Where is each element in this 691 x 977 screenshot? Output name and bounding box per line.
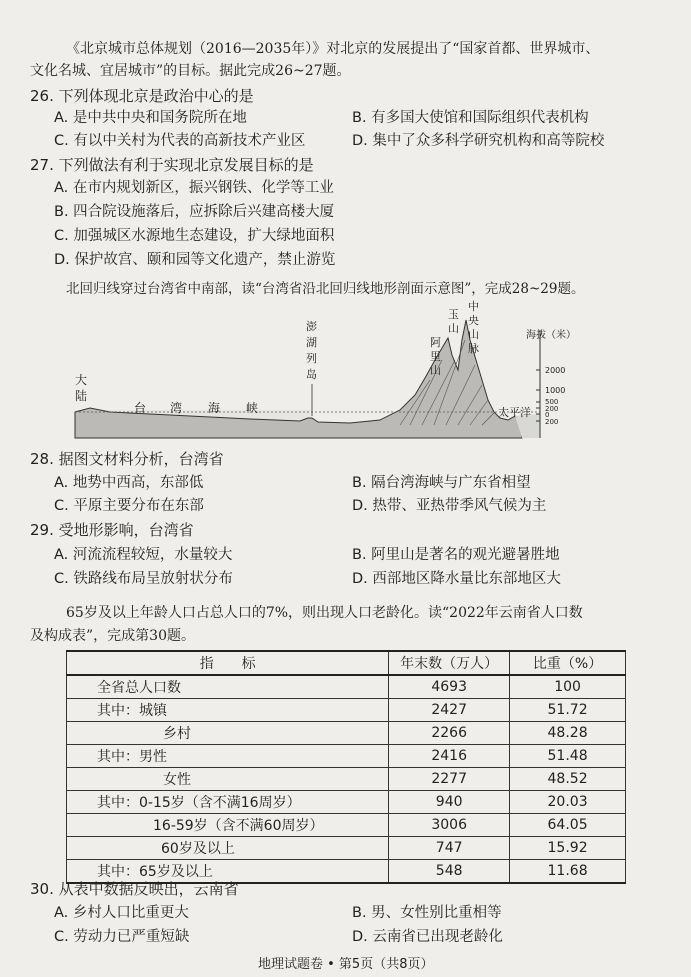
pacific-label: 太平洋 bbox=[498, 406, 531, 419]
table-row bbox=[67, 722, 626, 745]
q30-stem: 30. 从表中数据反映出，云南省 bbox=[30, 880, 239, 898]
strait-label-2: 湾 bbox=[170, 401, 183, 415]
q26-option-a[interactable]: A. 是中共中央和国务院所在地 bbox=[54, 110, 247, 126]
table-row bbox=[67, 745, 626, 768]
penghu-label-3: 列 bbox=[306, 352, 317, 365]
row-ratio: 11.68 bbox=[510, 860, 626, 884]
alishan-label-3: 山 bbox=[430, 364, 441, 377]
intro3-line-2: 及构成表”，完成第30题。 bbox=[30, 628, 195, 644]
alishan-label-2: 里 bbox=[430, 350, 441, 363]
q29-stem: 29. 受地形影响，台湾省 bbox=[30, 521, 194, 539]
row-count: 3006 bbox=[389, 814, 510, 837]
row-label: 女性 bbox=[67, 768, 389, 791]
q30-option-a[interactable]: A. 乡村人口比重更大 bbox=[54, 905, 189, 921]
table-row bbox=[67, 791, 626, 814]
q27-option-d[interactable]: D. 保护故宫、颐和园等文化遗产，禁止游览 bbox=[54, 252, 336, 268]
tick-500: 500 bbox=[545, 398, 559, 406]
row-ratio: 48.28 bbox=[510, 722, 626, 745]
row-ratio: 48.52 bbox=[510, 768, 626, 791]
row-ratio: 51.72 bbox=[510, 699, 626, 722]
mainland-label-1: 大 bbox=[75, 373, 88, 387]
table-row bbox=[67, 675, 626, 699]
q30-option-d[interactable]: D. 云南省已出现老龄化 bbox=[352, 929, 503, 945]
q27-option-a[interactable]: A. 在市内规划新区，振兴钢铁、化学等工业 bbox=[54, 180, 334, 196]
strait-label-4: 峡 bbox=[246, 401, 259, 415]
tick-200: 200 bbox=[545, 405, 559, 413]
intro3-line-1: 65岁及以上年龄人口占总人口的7%，则出现人口老龄化。读“2022年云南省人口数 bbox=[66, 605, 583, 621]
row-ratio: 100 bbox=[510, 675, 626, 699]
table-row bbox=[67, 699, 626, 722]
row-ratio: 20.03 bbox=[510, 791, 626, 814]
central-range-label-2: 央 bbox=[468, 314, 479, 327]
row-label: 16-59岁（含不满60周岁） bbox=[67, 814, 389, 837]
q29-option-b[interactable]: B. 阿里山是著名的观光避暑胜地 bbox=[352, 547, 560, 563]
row-label: 其中：0-15岁（含不满16周岁） bbox=[67, 791, 389, 814]
central-range-label-3: 山 bbox=[468, 328, 479, 341]
header-count: 年末数（万人） bbox=[389, 651, 510, 675]
row-label: 60岁及以上 bbox=[67, 837, 389, 860]
intro-line-1: 《北京城市总体规划（2016—2035年）》对北京的发展提出了“国家首都、世界城市、 bbox=[66, 41, 600, 57]
row-ratio: 51.48 bbox=[510, 745, 626, 768]
q26-stem: 26. 下列体现北京是政治中心的是 bbox=[30, 87, 254, 105]
row-count: 2416 bbox=[389, 745, 510, 768]
central-range-label-1: 中 bbox=[468, 300, 479, 313]
table-row bbox=[67, 814, 626, 837]
q28-option-d[interactable]: D. 热带、亚热带季风气候为主 bbox=[352, 498, 547, 514]
q26-option-d[interactable]: D. 集中了众多科学研究机构和高等院校 bbox=[352, 133, 605, 149]
q26-option-c[interactable]: C. 有以中关村为代表的高新技术产业区 bbox=[54, 133, 306, 149]
intro2-line: 北回归线穿过台湾省中南部，读“台湾省沿北回归线地形剖面示意图”，完成28~29题。 bbox=[66, 281, 585, 297]
page-footer: 地理试题卷 • 第5页（共8页） bbox=[258, 957, 434, 972]
q27-option-c[interactable]: C. 加强城区水源地生态建设，扩大绿地面积 bbox=[54, 228, 335, 244]
strait-label-3: 海 bbox=[208, 401, 221, 415]
penghu-label-2: 湖 bbox=[306, 336, 317, 349]
q26-option-b[interactable]: B. 有多国大使馆和国际组织代表机构 bbox=[352, 110, 589, 126]
q27-stem: 27. 下列做法有利于实现北京发展目标的是 bbox=[30, 156, 314, 174]
table-row bbox=[67, 837, 626, 860]
row-label: 乡村 bbox=[67, 722, 389, 745]
row-count: 747 bbox=[389, 837, 510, 860]
central-range-label-4: 脉 bbox=[468, 342, 479, 355]
q28-option-a[interactable]: A. 地势中西高，东部低 bbox=[54, 475, 204, 491]
row-label: 其中：男性 bbox=[67, 745, 389, 768]
row-count: 548 bbox=[389, 860, 510, 884]
altitude-label: 海拔（米） bbox=[526, 330, 576, 341]
row-count: 2277 bbox=[389, 768, 510, 791]
table-row bbox=[67, 768, 626, 791]
q27-option-b[interactable]: B. 四合院设施落后，应拆除后兴建高楼大厦 bbox=[54, 204, 335, 220]
q28-option-c[interactable]: C. 平原主要分布在东部 bbox=[54, 498, 204, 514]
q29-option-c[interactable]: C. 铁路线布局呈放射状分布 bbox=[54, 571, 233, 587]
terrain-profile-diagram bbox=[70, 300, 610, 450]
tick-200-below: 200 bbox=[545, 418, 559, 426]
row-label: 其中：城镇 bbox=[67, 699, 389, 722]
header-ratio: 比重（%） bbox=[510, 651, 626, 675]
strait-label-1: 台 bbox=[134, 401, 147, 415]
q28-option-b[interactable]: B. 隔台湾海峡与广东省相望 bbox=[352, 475, 531, 491]
q29-option-a[interactable]: A. 河流流程较短，水量较大 bbox=[54, 547, 233, 563]
row-count: 2266 bbox=[389, 722, 510, 745]
q30-option-b[interactable]: B. 男、女性别比重相等 bbox=[352, 905, 502, 921]
q28-stem: 28. 据图文材料分析，台湾省 bbox=[30, 450, 224, 468]
row-ratio: 64.05 bbox=[510, 814, 626, 837]
q29-option-d[interactable]: D. 西部地区降水量比东部地区大 bbox=[352, 571, 561, 587]
row-label: 全省总人口数 bbox=[67, 675, 389, 699]
population-table bbox=[66, 650, 626, 884]
table-header-row bbox=[67, 651, 626, 675]
row-count: 4693 bbox=[389, 675, 510, 699]
q30-option-c[interactable]: C. 劳动力已严重短缺 bbox=[54, 929, 190, 945]
intro-line-2: 文化名城、宜居城市”的目标。据此完成26~27题。 bbox=[30, 63, 351, 79]
tick-0: 0 bbox=[545, 411, 550, 419]
tick-2000: 2000 bbox=[545, 366, 566, 375]
row-ratio: 15.92 bbox=[510, 837, 626, 860]
yushan-label-1: 玉 bbox=[448, 308, 459, 321]
penghu-label-1: 澎 bbox=[306, 320, 317, 333]
row-count: 940 bbox=[389, 791, 510, 814]
header-indicator: 指 标 bbox=[67, 651, 389, 675]
penghu-label-4: 岛 bbox=[306, 368, 317, 381]
alishan-label-1: 阿 bbox=[430, 336, 441, 349]
yushan-label-2: 山 bbox=[448, 322, 459, 335]
mainland-label-2: 陆 bbox=[75, 389, 88, 403]
tick-1000: 1000 bbox=[545, 386, 566, 395]
row-count: 2427 bbox=[389, 699, 510, 722]
row-label: 其中：65岁及以上 bbox=[67, 860, 389, 884]
